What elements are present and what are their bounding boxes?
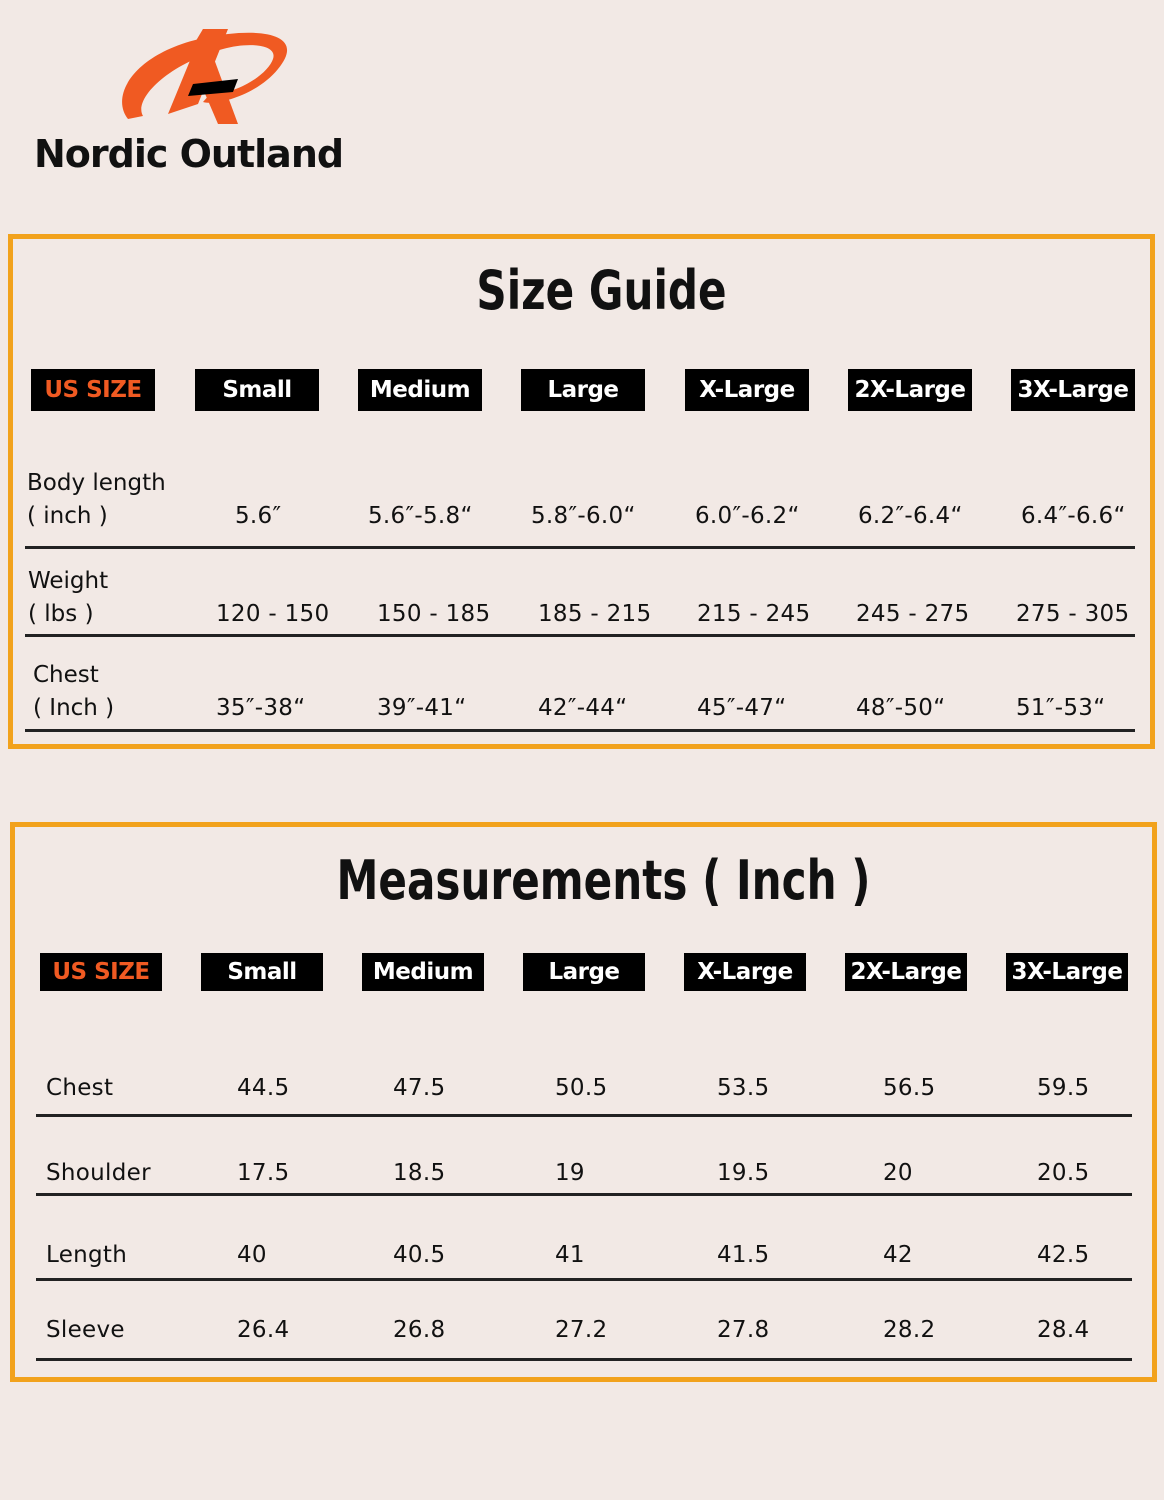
row-divider xyxy=(36,1114,1132,1117)
table-cell: 215 - 245 xyxy=(697,601,811,627)
table-cell: 42″-44“ xyxy=(538,695,628,721)
table-cell: 27.8 xyxy=(717,1317,770,1343)
table-cell: 6.2″-6.4“ xyxy=(858,503,963,529)
row-label: Chest xyxy=(33,662,99,688)
size-header-6: 3X-Large xyxy=(1011,369,1135,411)
size-header-2: Medium xyxy=(358,369,482,411)
row-label: Weight xyxy=(28,568,109,594)
table-cell: 59.5 xyxy=(1037,1075,1090,1101)
us-size-header: US SIZE xyxy=(40,953,162,991)
table-cell: 17.5 xyxy=(237,1160,290,1186)
table-cell: 48″-50“ xyxy=(856,695,946,721)
table-cell: 39″-41“ xyxy=(377,695,467,721)
size-header-6: 3X-Large xyxy=(1006,953,1128,991)
table-cell: 26.4 xyxy=(237,1317,290,1343)
table-cell: 45″-47“ xyxy=(697,695,787,721)
table-cell: 5.6″ xyxy=(235,503,282,529)
row-label: Sleeve xyxy=(46,1317,125,1343)
table-cell: 5.8″-6.0“ xyxy=(531,503,636,529)
table-cell: 6.4″-6.6“ xyxy=(1021,503,1126,529)
size-header-3: Large xyxy=(523,953,645,991)
measurements-title: Measurements ( Inch ) xyxy=(336,849,871,912)
brand-logo xyxy=(30,24,370,184)
row-divider xyxy=(25,634,1135,637)
row-label: Length xyxy=(46,1242,128,1268)
table-cell: 40 xyxy=(237,1242,267,1268)
size-header-5: 2X-Large xyxy=(845,953,967,991)
table-cell: 41.5 xyxy=(717,1242,770,1268)
table-cell: 47.5 xyxy=(393,1075,446,1101)
table-cell: 41 xyxy=(555,1242,585,1268)
table-cell: 27.2 xyxy=(555,1317,608,1343)
row-divider xyxy=(25,729,1135,732)
table-cell: 150 - 185 xyxy=(377,601,491,627)
table-cell: 53.5 xyxy=(717,1075,770,1101)
row-divider xyxy=(36,1278,1132,1281)
table-cell: 56.5 xyxy=(883,1075,936,1101)
row-divider xyxy=(25,546,1135,549)
row-unit: ( lbs ) xyxy=(28,601,94,627)
table-cell: 5.6″-5.8“ xyxy=(368,503,473,529)
size-header-3: Large xyxy=(521,369,645,411)
table-cell: 19 xyxy=(555,1160,585,1186)
size-header-1: Small xyxy=(201,953,323,991)
size-header-4: X-Large xyxy=(684,953,806,991)
table-cell: 19.5 xyxy=(717,1160,770,1186)
row-divider xyxy=(36,1193,1132,1196)
table-cell: 20.5 xyxy=(1037,1160,1090,1186)
table-cell: 40.5 xyxy=(393,1242,446,1268)
table-cell: 50.5 xyxy=(555,1075,608,1101)
table-cell: 20 xyxy=(883,1160,913,1186)
table-cell: 44.5 xyxy=(237,1075,290,1101)
brand-name: Nordic Outland xyxy=(34,132,344,176)
size-guide-title: Size Guide xyxy=(476,259,727,322)
table-cell: 18.5 xyxy=(393,1160,446,1186)
table-cell: 6.0″-6.2“ xyxy=(695,503,800,529)
logo-mark-icon xyxy=(108,24,318,129)
row-label: Body length xyxy=(27,470,166,496)
table-cell: 245 - 275 xyxy=(856,601,970,627)
table-cell: 26.8 xyxy=(393,1317,446,1343)
table-cell: 42.5 xyxy=(1037,1242,1090,1268)
row-divider xyxy=(36,1358,1132,1361)
table-cell: 35″-38“ xyxy=(216,695,306,721)
table-cell: 275 - 305 xyxy=(1016,601,1130,627)
row-unit: ( inch ) xyxy=(27,503,108,529)
row-label: Chest xyxy=(46,1075,114,1101)
table-cell: 120 - 150 xyxy=(216,601,330,627)
size-header-2: Medium xyxy=(362,953,484,991)
size-header-5: 2X-Large xyxy=(848,369,972,411)
table-cell: 28.4 xyxy=(1037,1317,1090,1343)
table-cell: 185 - 215 xyxy=(538,601,652,627)
measurements-panel xyxy=(10,822,1157,1382)
size-header-4: X-Large xyxy=(685,369,809,411)
size-header-1: Small xyxy=(195,369,319,411)
table-cell: 51″-53“ xyxy=(1016,695,1106,721)
us-size-header: US SIZE xyxy=(31,369,155,411)
row-unit: ( Inch ) xyxy=(33,695,115,721)
table-cell: 42 xyxy=(883,1242,913,1268)
size-guide-panel xyxy=(8,234,1155,749)
row-label: Shoulder xyxy=(46,1160,151,1186)
table-cell: 28.2 xyxy=(883,1317,936,1343)
